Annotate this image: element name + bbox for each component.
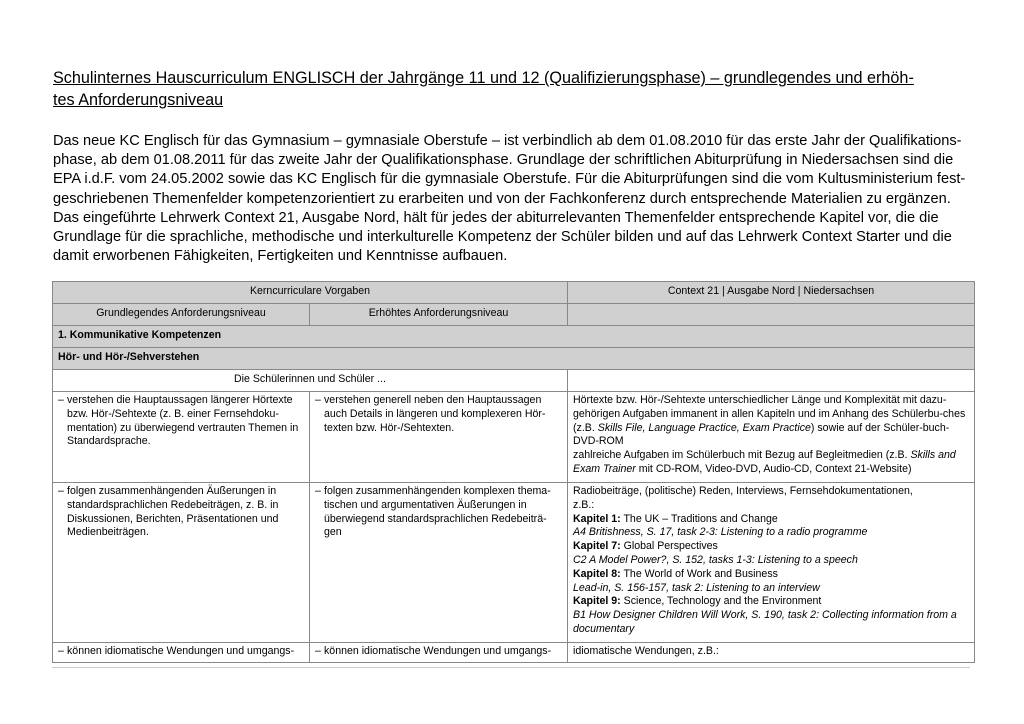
cell-context: idiomatische Wendungen, z.B.:	[568, 643, 975, 663]
section-row	[53, 326, 975, 348]
dash-marker: –	[315, 645, 321, 657]
chapter-item: Kapitel 7: Global Perspectives	[573, 540, 718, 553]
chapter-item: Kapitel 8: The World of Work and Business	[573, 567, 778, 580]
table-row	[53, 483, 975, 643]
cell-basic: – folgen zusammenhängenden Äußerungen in standardsprachlichen Redebeiträgen, z. B. in Diskussionen, Berichten, Präsentationen und Medienbeiträgen.	[53, 483, 310, 643]
table-row	[53, 392, 975, 483]
cell-advanced: – können idiomatische Wendungen und umgangs-	[310, 643, 568, 663]
cell-basic: – können idiomatische Wendungen und umgangs-	[53, 643, 310, 663]
subsection-title: Hör- und Hör-/Sehverstehen	[53, 348, 975, 370]
page-divider	[52, 667, 970, 668]
table-subheader-row	[53, 304, 975, 326]
header-context21: Context 21 | Ausgabe Nord | Niedersachsen	[568, 282, 975, 304]
lead-row	[53, 370, 975, 392]
dash-marker: –	[58, 485, 64, 497]
intro-paragraph: Das neue KC Englisch für das Gymnasium – gymnasiale Oberstufe – ist verbindlich ab dem 01.08.2010 für das erste Jahr der Qualifikations-phase, ab dem 01.08.2011 für das zweite Jahr der Qualifikationsphase. Grundlage der schriftlichen Abiturprüfung in Niedersachsen sind die EPA i.d.F. vom 24.05.2002 sowie das KC Englisch für die gymnasiale Oberstufe. Für die Abiturprüfungen sind die vom Kultusministerium fest-geschriebenen Themenfelder kompetenzorientiert zu erarbeiten und von der Fachkonferenz durch entsprechende Materialien zu ergänzen. Das eingeführte Lehrwerk Context 21, Ausgabe Nord, hält für jedes der abiturrelevanten Themenfelder entsprechende Kapitel vor, die die Grundlage für die sprachliche, methodische und interkulturelle Kompetenz der Schüler bilden und auf das Lehrwerk Context Starter und die damit erworbenen Fähigkeiten, Fertigkeiten und Kenntnisse aufbauen.	[53, 133, 966, 265]
curriculum-table	[52, 281, 975, 663]
cell-advanced: – verstehen generell neben den Hauptaussagen auch Details in längeren und komplexeren Hör-texten bzw. Hör-/Sehtexten.	[310, 392, 568, 483]
lead-text: Die Schülerinnen und Schüler ...	[53, 370, 568, 392]
cell-context	[568, 392, 975, 483]
page-title	[53, 67, 973, 111]
title-line-1: Schulinternes Hauscurriculum ENGLISCH der Jahrgänge 11 und 12 (Qualifizierungsphase) – grundlegendes und erhöh-	[53, 69, 914, 87]
table-header-row	[53, 282, 975, 304]
dash-marker: –	[315, 394, 321, 406]
chapter-task: Lead-in, S. 156-157, task 2: Listening to an interview	[573, 581, 820, 594]
chapter-task: B1 How Designer Children Will Work, S. 190, task 2: Collecting information from a documentary	[573, 609, 957, 635]
subheader-basic: Grundlegendes Anforderungsniveau	[53, 304, 310, 326]
subsection-row	[53, 348, 975, 370]
dash-marker: –	[315, 485, 321, 497]
context-begleitmedien: zahlreiche Aufgaben im Schülerbuch mit Bezug auf Begleitmedien (z.B. Skills and Exam Trainer mit CD-ROM, Video-DVD, Audio-CD, Context 21-Website)	[573, 449, 956, 475]
context-intro: Radiobeiträge, (politische) Reden, Interviews, Fernsehdokumentationen,	[573, 485, 913, 497]
cell-context	[568, 483, 975, 643]
dash-marker: –	[58, 394, 64, 406]
header-kerncurriculum: Kerncurriculare Vorgaben	[53, 282, 568, 304]
context-hoertexte: Hörtexte bzw. Hör-/Sehtexte unterschiedlicher Länge und Komplexität mit dazu-gehörigen Aufgaben immanent in allen Kapiteln und im Anhang des Schülerbu-ches (z.B. Skills File, Language Practice, Exam Practice) sowie auf der Schüler-buch-DVD-ROM	[573, 394, 966, 448]
cell-basic: – verstehen die Hauptaussagen längerer Hörtexte bzw. Hör-/Sehtexte (z. B. einer Fernsehdoku-mentation) zu überwiegend vertrauten Themen in Standardsprache.	[53, 392, 310, 483]
title-line-2: tes Anforderungsniveau	[53, 91, 224, 109]
lead-empty	[568, 370, 975, 392]
chapter-item: Kapitel 9: Science, Technology and the Environment	[573, 595, 822, 608]
subheader-empty	[568, 304, 975, 326]
chapter-item: Kapitel 1: The UK – Traditions and Change	[573, 512, 778, 525]
cell-advanced: – folgen zusammenhängenden komplexen thema-tischen und argumentativen Äußerungen in überwiegend standardsprachlichen Redebeiträ-gen	[310, 483, 568, 643]
context-zb: z.B.:	[573, 498, 595, 511]
dash-marker: –	[58, 645, 64, 657]
section-title: 1. Kommunikative Kompetenzen	[53, 326, 975, 348]
table-row	[53, 643, 975, 663]
chapter-task: A4 Britishness, S. 17, task 2-3: Listening to a radio programme	[573, 526, 868, 539]
chapter-task: C2 A Model Power?, S. 152, tasks 1-3: Listening to a speech	[573, 553, 858, 566]
subheader-advanced: Erhöhtes Anforderungsniveau	[310, 304, 568, 326]
